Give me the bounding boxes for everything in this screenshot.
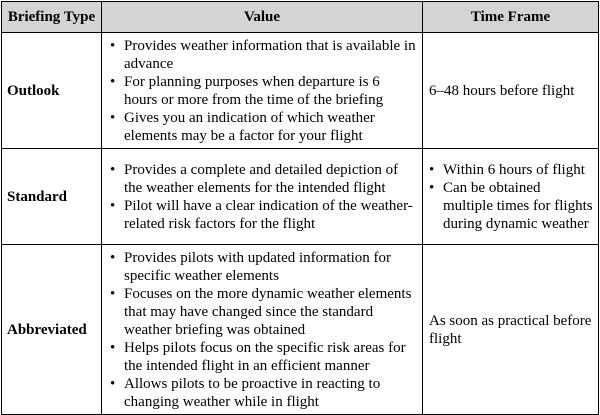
value-cell-abbreviated: [102, 245, 423, 415]
value-item: • Pilot will have a clear indication of the weather-related risk factors for the flight: [110, 197, 416, 233]
briefing-type-outlook: Outlook: [2, 33, 102, 149]
time-frame-list: [429, 161, 594, 233]
time-frame-standard: [423, 149, 599, 245]
header-value: Value: [102, 2, 423, 33]
value-item: • Allows pilots to be proactive in reacting to changing weather while in flight: [110, 375, 416, 411]
table-row-abbreviated: [2, 245, 599, 415]
value-cell-standard: [102, 149, 423, 245]
briefing-type-abbreviated: Abbreviated: [2, 245, 102, 415]
value-list: [110, 161, 416, 233]
time-frame-item: • Can be obtained multiple times for flights during dynamic weather: [429, 179, 594, 233]
value-item: • Provides a complete and detailed depiction of the weather elements for the intended flight: [110, 161, 416, 197]
value-item: • Gives you an indication of which weather elements may be a factor for your flight: [110, 109, 416, 145]
briefing-type-standard: Standard: [2, 149, 102, 245]
value-item: • Provides pilots with updated information for specific weather elements: [110, 249, 416, 285]
value-list: [110, 249, 416, 411]
value-item: • Helps pilots focus on the specific risk areas for the intended flight in an efficient manner: [110, 339, 416, 375]
value-item: • Focuses on the more dynamic weather elements that may have changed since the standard weather briefing was obtained: [110, 285, 416, 339]
value-list: [110, 37, 416, 145]
time-frame-item: • Within 6 hours of flight: [429, 161, 594, 179]
time-frame-outlook: 6–48 hours before flight: [423, 33, 599, 149]
header-time-frame: Time Frame: [423, 2, 599, 33]
table-row-standard: [2, 149, 599, 245]
value-item: • Provides weather information that is available in advance: [110, 37, 416, 73]
table-row-outlook: [2, 33, 599, 149]
table-header-row: [2, 2, 599, 33]
header-briefing-type: Briefing Type: [2, 2, 102, 33]
value-cell-outlook: [102, 33, 423, 149]
time-frame-abbreviated: As soon as practical before flight: [423, 245, 599, 415]
briefing-types-table: [1, 1, 599, 415]
value-item: • For planning purposes when departure is 6 hours or more from the time of the briefing: [110, 73, 416, 109]
